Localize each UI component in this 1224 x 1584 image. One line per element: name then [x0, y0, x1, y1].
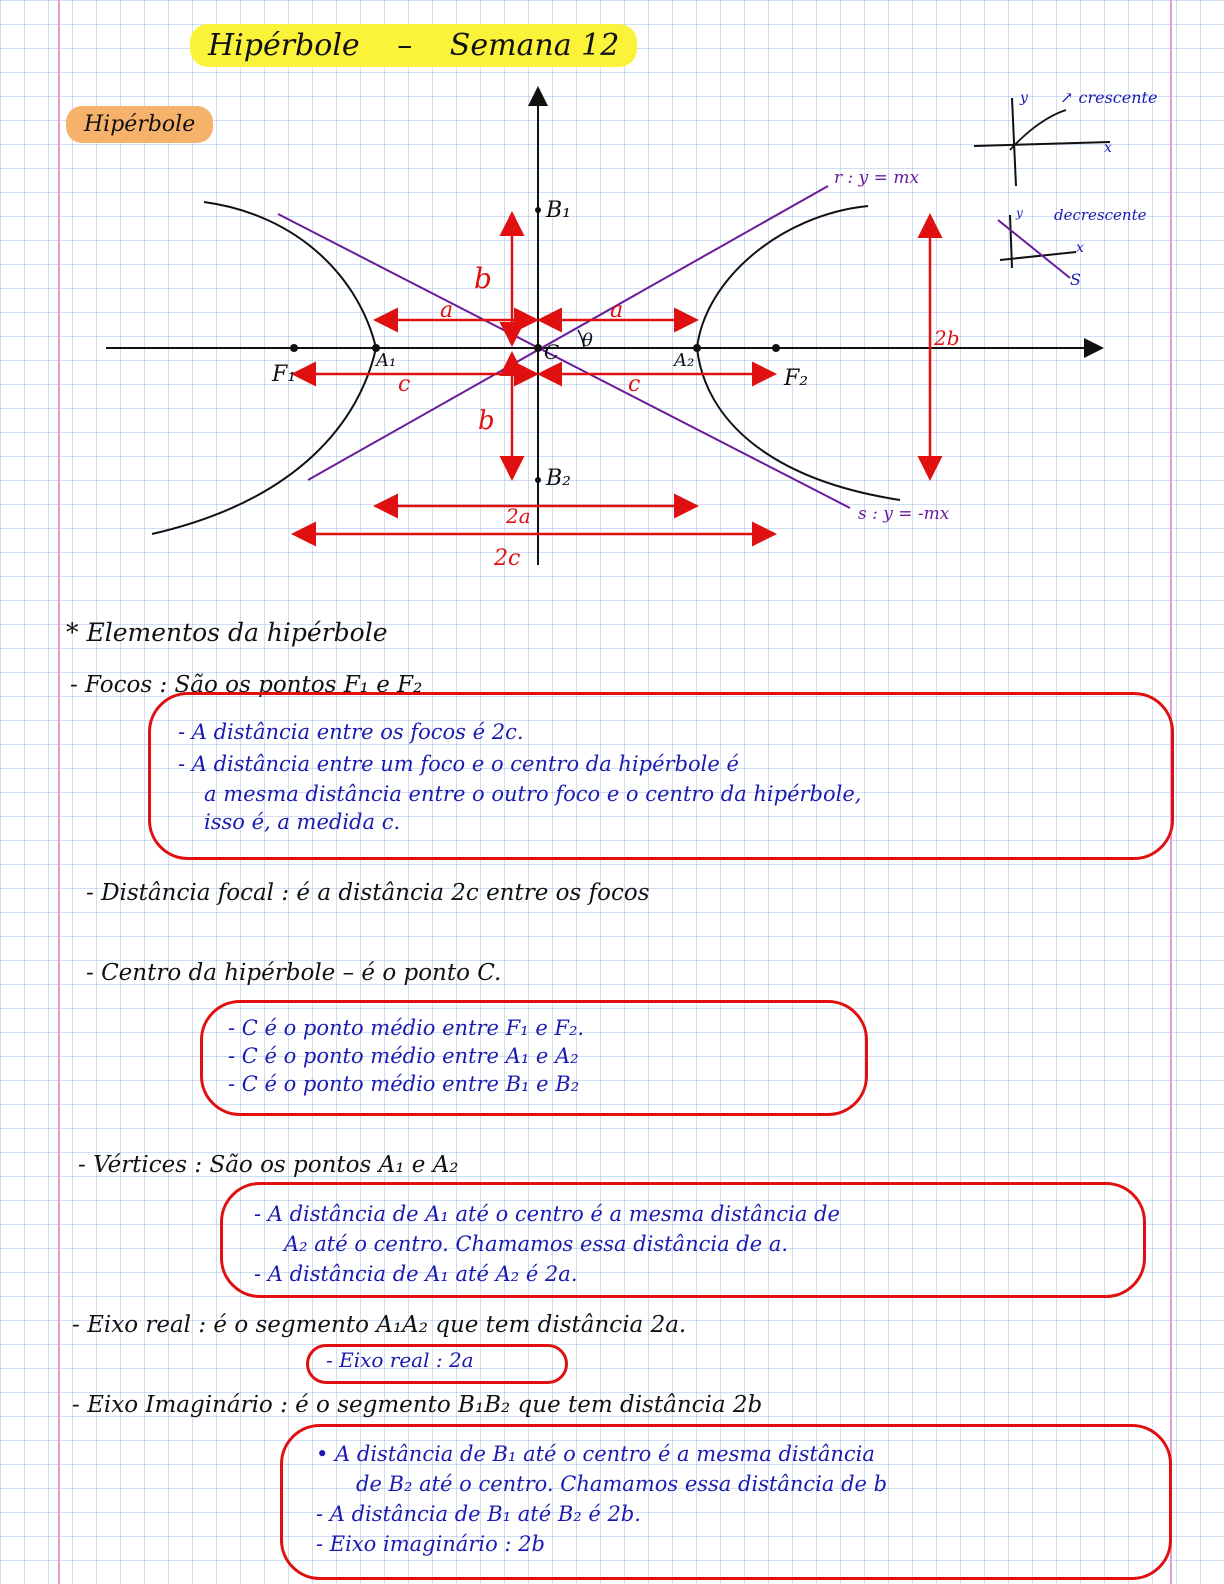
- title-dash: –: [397, 28, 413, 63]
- label-b-top: b: [474, 262, 492, 295]
- inset2-y-axis: [1010, 215, 1012, 268]
- focos-box-line-3: a mesma distância entre o outro foco e o centro da hipérbole,: [204, 782, 862, 806]
- label-c-center: C: [544, 340, 560, 364]
- point-b1: [535, 207, 541, 213]
- asymptote-r: [308, 186, 828, 480]
- label-theta: θ: [582, 330, 593, 351]
- notes-centro: - Centro da hipérbole – é o ponto C.: [86, 960, 502, 986]
- eixo-imag-box-line-3: - A distância de B₁ até B₂ é 2b.: [316, 1502, 641, 1526]
- section-label: Hipérbole: [66, 106, 213, 143]
- notes-eixo-imag: - Eixo Imaginário : é o segmento B₁B₂ que tem distância 2b: [72, 1392, 763, 1418]
- label-a2: A₂: [674, 350, 695, 371]
- inset2-decreasing-line: [998, 220, 1070, 278]
- notes-focos: - Focos : São os pontos F₁ e F₂: [70, 672, 423, 698]
- focos-box: [148, 692, 1174, 860]
- notes-vertices: - Vértices : São os pontos A₁ e A₂: [78, 1152, 459, 1178]
- title-left: Hipérbole: [208, 28, 360, 63]
- label-a1: A₁: [376, 350, 397, 371]
- notes-eixo-real: - Eixo real : é o segmento A₁A₂ que tem distância 2a.: [72, 1312, 687, 1338]
- point-b2: [535, 477, 541, 483]
- label-line-r: r : y = mx: [834, 168, 920, 188]
- focos-box-line-4: isso é, a medida c.: [204, 810, 401, 834]
- label-f1: F₁: [272, 362, 297, 387]
- label-b2: B₂: [546, 466, 571, 491]
- inset2-x-label: x: [1076, 240, 1084, 256]
- point-f2: [772, 344, 780, 352]
- label-b1: B₁: [546, 198, 571, 223]
- label-f2: F₂: [784, 366, 809, 391]
- vertices-box-line-1: - A distância de A₁ até o centro é a mesma distância de: [254, 1202, 840, 1226]
- hyperbola-left-branch: [152, 202, 376, 534]
- focos-box-line-2: - A distância entre um foco e o centro da hipérbole é: [178, 752, 739, 776]
- eixo-imag-box-line-1: • A distância de B₁ até o centro é a mesma distância: [316, 1442, 875, 1466]
- inset1-x-axis: [974, 142, 1110, 146]
- inset1-crescente: ↗ crescente: [1060, 88, 1158, 107]
- label-2b: 2b: [934, 326, 960, 350]
- label-c-left: c: [398, 372, 411, 397]
- label-line-s: s : y = -mx: [858, 504, 950, 524]
- point-f1: [290, 344, 298, 352]
- label-b-bottom: b: [478, 406, 495, 436]
- inset2-decrescente: decrescente: [1054, 206, 1147, 224]
- asymptote-s: [278, 214, 850, 508]
- vertices-box-line-3: - A distância de A₁ até A₂ é 2a.: [254, 1262, 578, 1286]
- inset2-y-label: y: [1016, 206, 1023, 220]
- notes-distancia-focal: - Distância focal : é a distância 2c entre os focos: [86, 880, 650, 906]
- eixo-real-box-text: - Eixo real : 2a: [326, 1348, 474, 1372]
- focos-box-line-1: - A distância entre os focos é 2c.: [178, 720, 524, 744]
- centro-box-line-1: - C é o ponto médio entre F₁ e F₂.: [228, 1016, 585, 1040]
- point-c: [534, 344, 542, 352]
- title-right: Semana 12: [449, 28, 620, 63]
- eixo-imag-box-line-2: de B₂ até o centro. Chamamos essa distância de b: [356, 1472, 888, 1496]
- hyperbola-right-branch: [697, 206, 900, 500]
- label-2c: 2c: [494, 546, 521, 571]
- inset2-s-label: S: [1070, 270, 1081, 289]
- centro-box-line-2: - C é o ponto médio entre A₁ e A₂: [228, 1044, 579, 1068]
- inset1-y-label: y: [1020, 90, 1028, 106]
- notes-heading: * Elementos da hipérbole: [66, 618, 388, 647]
- vertices-box-line-2: A₂ até o centro. Chamamos essa distância de a.: [284, 1232, 789, 1256]
- inset1-y-axis: [1012, 98, 1016, 186]
- label-a-right: a: [610, 298, 624, 323]
- eixo-imag-box-line-4: - Eixo imaginário : 2b: [316, 1532, 545, 1556]
- label-a-left: a: [440, 298, 454, 323]
- label-2a: 2a: [506, 504, 531, 528]
- centro-box-line-3: - C é o ponto médio entre B₁ e B₂: [228, 1072, 580, 1096]
- inset1-x-label: x: [1104, 140, 1112, 156]
- label-c-right: c: [628, 372, 641, 397]
